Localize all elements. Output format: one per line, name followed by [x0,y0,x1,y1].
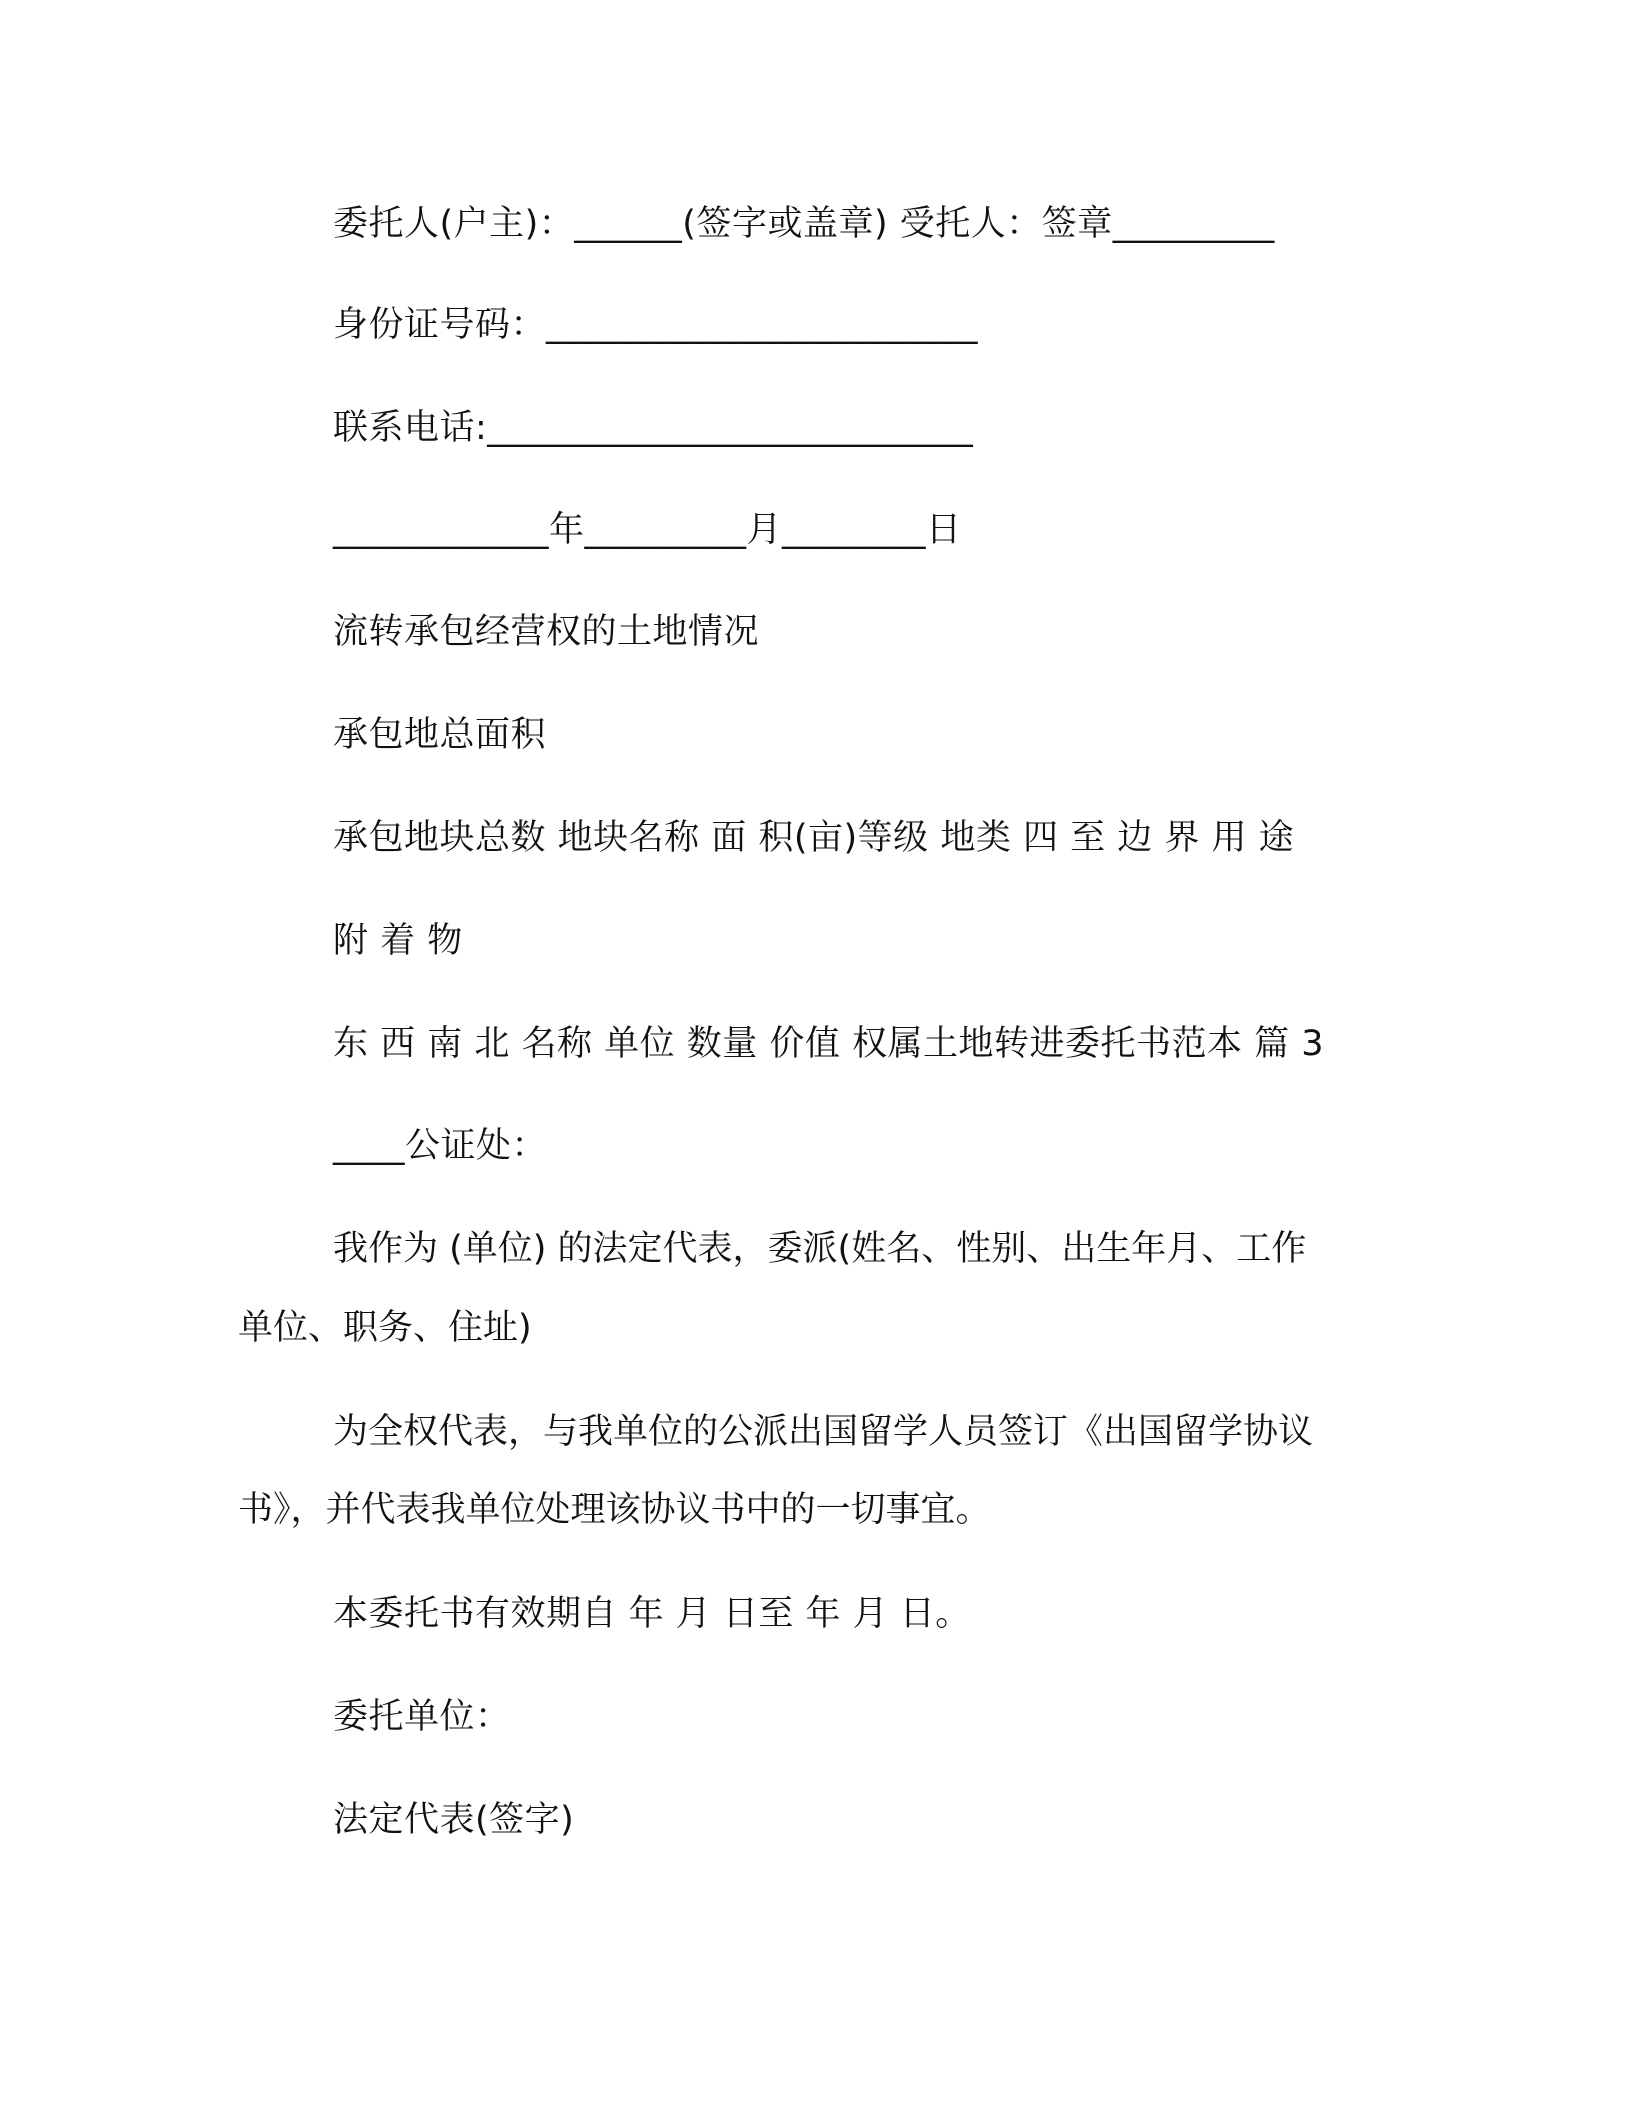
validity-period: 本委托书有效期自 年 月 日至 年 月 日。 [333,1594,971,1634]
phone-line: 联系电话:___________________________ [333,408,974,448]
plot-table-header: 承包地块总数 地块名称 面 积(亩)等级 地类 四 至 边 界 用 途 [333,818,1295,858]
legal-representative-signature: 法定代表(签字) [333,1800,575,1840]
delegation-paragraph-line-2: 单位、职务、住址) [238,1308,532,1348]
boundary-header-and-title: 东 西 南 北 名称 单位 数量 价值 权属土地转进委托书范本 篇 3 [333,1024,1325,1064]
entrusting-unit-label: 委托单位： [333,1697,511,1737]
authority-paragraph-line-2: 书》，并代表我单位处理该协议书中的一切事宜。 [238,1490,991,1530]
id-number-line: 身份证号码：________________________ [333,305,979,345]
delegation-paragraph-line-1: 我作为 (单位) 的法定代表，委派(姓名、性别、出生年月、工作 [333,1229,1307,1269]
land-situation-heading: 流转承包经营权的土地情况 [333,612,760,652]
date-line: ____________年_________月________日 [333,510,962,550]
authority-paragraph-line-1: 为全权代表，与我单位的公派出国留学人员签订《出国留学协议 [333,1412,1314,1452]
notary-office-salutation: ____公证处： [333,1126,548,1166]
attachments-label: 附 着 物 [333,921,463,961]
client-signature-line: 委托人(户主)：______(签字或盖章) 受托人：签章_________ [333,204,1275,244]
total-area-label: 承包地总面积 [333,715,547,755]
